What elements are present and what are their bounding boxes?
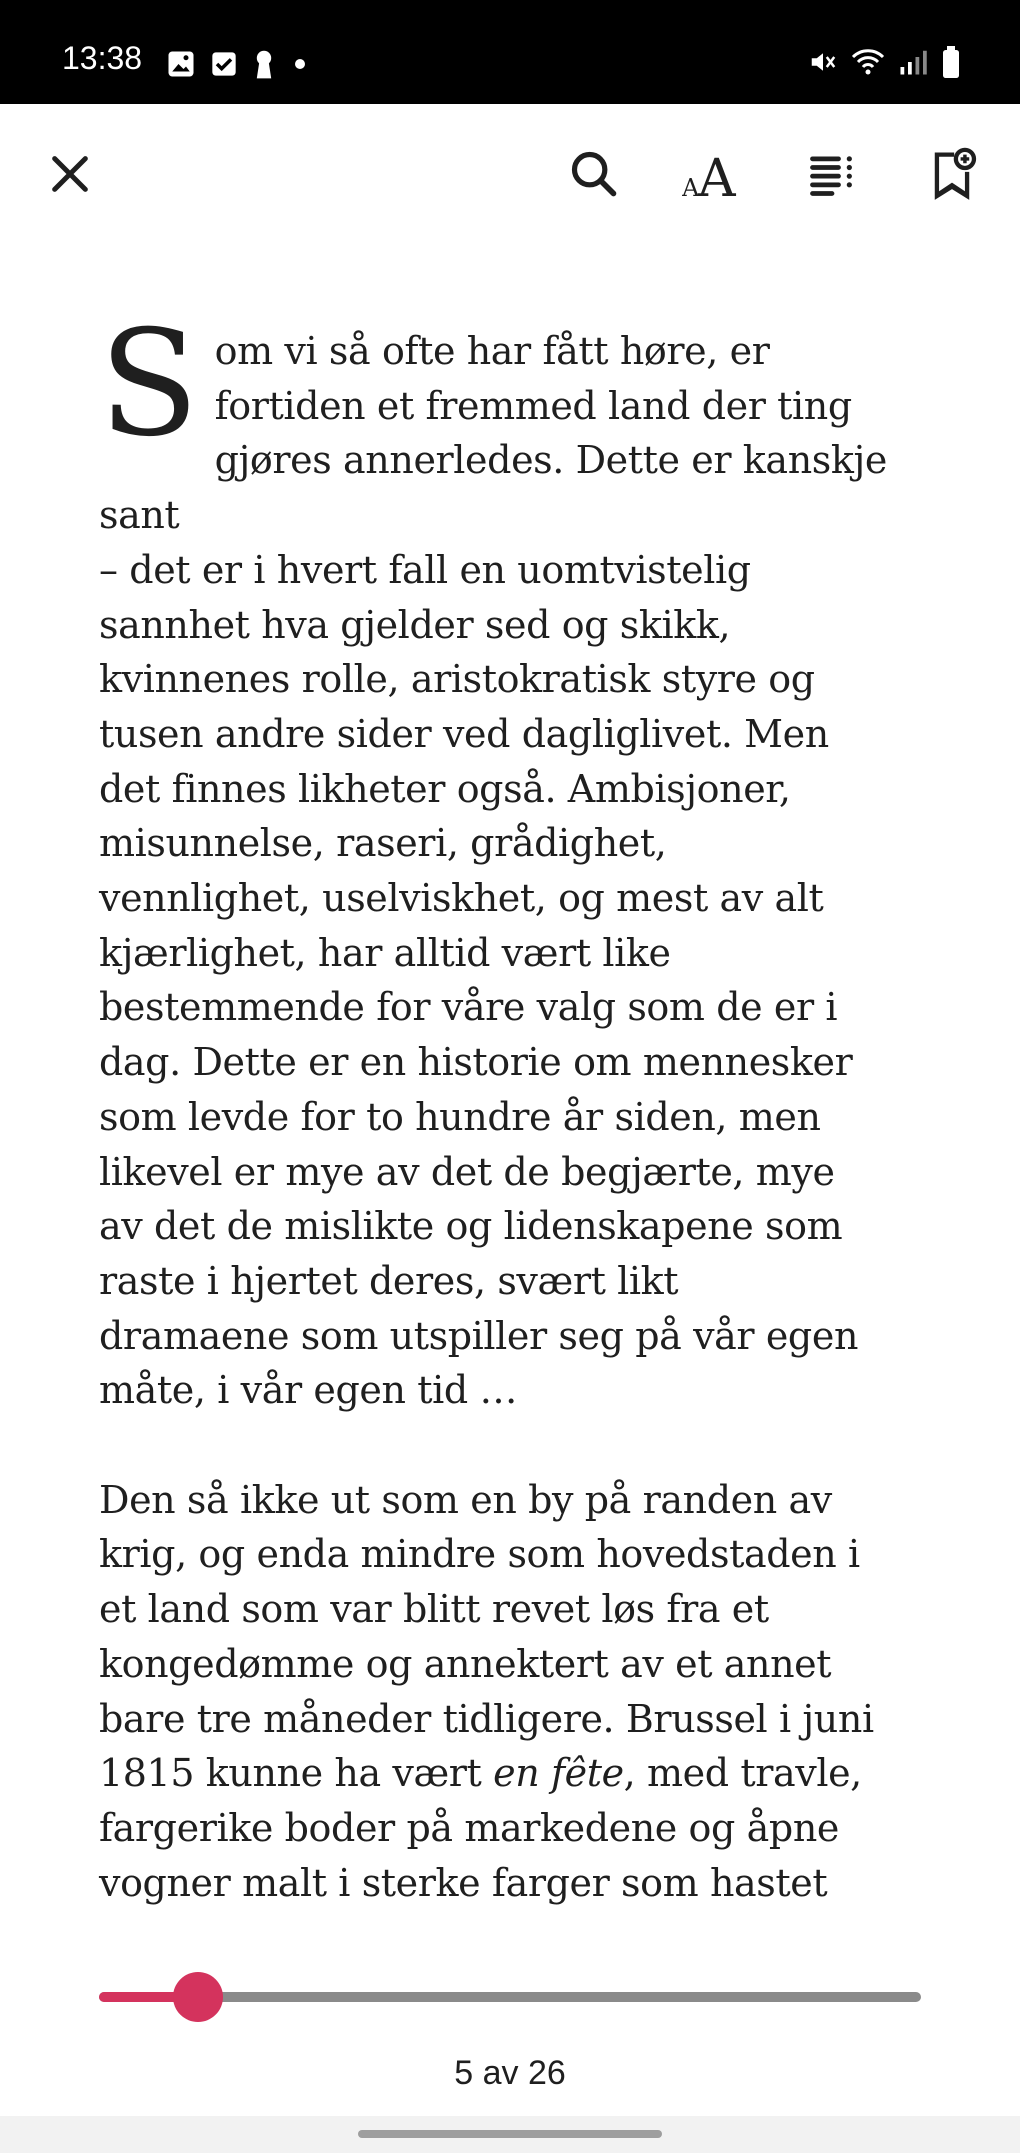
status-notification-icons <box>166 48 310 80</box>
paragraph-2-text-end: , med travle, fargerike boder på markedene og åpne vogner malt i sterke farger som hastet <box>99 1751 862 1905</box>
mute-icon <box>808 47 838 77</box>
paragraph-1-text: om vi så ofte har fått høre, er fortiden et fremmed land der ting gjøres annerledes. Dette er kanskje sant – det er i hvert fall en uomtvistelig sannhet hva gjelder sed og skikk, kvinnenes rolle, aristokratisk styre og tusen andre sider ved dagliglivet. Men det finnes likheter også. Ambisjoner, misunnelse, raseri, grådighet, vennlighet, uselviskhet, og mest av alt kjærlighet, har alltid vært like bestemmende for våre valg som de er i dag. Dette er en historie om mennesker som levde for to hundre år siden, men likevel er mye av det de begjærte, mye av det de mislikte og lidenskapene som raste i hjertet deres, svært likt dramaene som utspiller seg på vår egen måte, i vår egen tid … <box>99 329 887 1413</box>
search-icon <box>568 148 620 200</box>
image-icon <box>166 49 196 79</box>
keyhole-icon <box>252 48 276 80</box>
status-bar <box>0 0 1020 104</box>
svg-text:A: A <box>698 149 736 200</box>
signal-icon <box>898 47 928 77</box>
search-button[interactable] <box>552 132 636 216</box>
reader-toolbar <box>0 104 1020 246</box>
book-page-text <box>99 299 929 1910</box>
drop-cap: S <box>99 299 199 469</box>
bookmark-add-icon <box>926 146 978 202</box>
paragraph-spacer <box>99 1418 929 1473</box>
page-indicator: 5 av 26 <box>454 2054 566 2092</box>
slider-thumb[interactable] <box>173 1972 223 2022</box>
font-settings-button[interactable] <box>670 132 754 216</box>
wifi-icon <box>850 47 886 77</box>
battery-icon <box>940 46 962 78</box>
dot-icon <box>290 54 310 74</box>
paragraph-1 <box>99 299 929 1418</box>
paragraph-2-text-start: Den så ikke ut som en by på randen av krig, og enda mindre som hovedstaden i et land som var blitt revet løs fra et kongedømme og annektert av et annet bare tre måneder tidligere. Brussel i juni 1815 kunne ha vært <box>99 1477 874 1796</box>
svg-text:A: A <box>682 174 700 200</box>
close-icon <box>47 151 93 197</box>
table-of-contents-button[interactable] <box>790 132 874 216</box>
paragraph-2-italic: en fête <box>493 1751 624 1796</box>
page-progress-slider[interactable] <box>99 1966 921 2026</box>
paragraph-2 <box>99 1473 929 1911</box>
font-size-icon <box>682 148 742 200</box>
gesture-handle[interactable] <box>358 2130 662 2138</box>
close-button[interactable] <box>28 132 112 216</box>
table-of-contents-icon <box>806 148 858 200</box>
status-system-icons <box>808 46 962 78</box>
bookmark-button[interactable] <box>910 132 994 216</box>
check-icon <box>210 49 238 79</box>
status-time: 13:38 <box>62 40 143 76</box>
